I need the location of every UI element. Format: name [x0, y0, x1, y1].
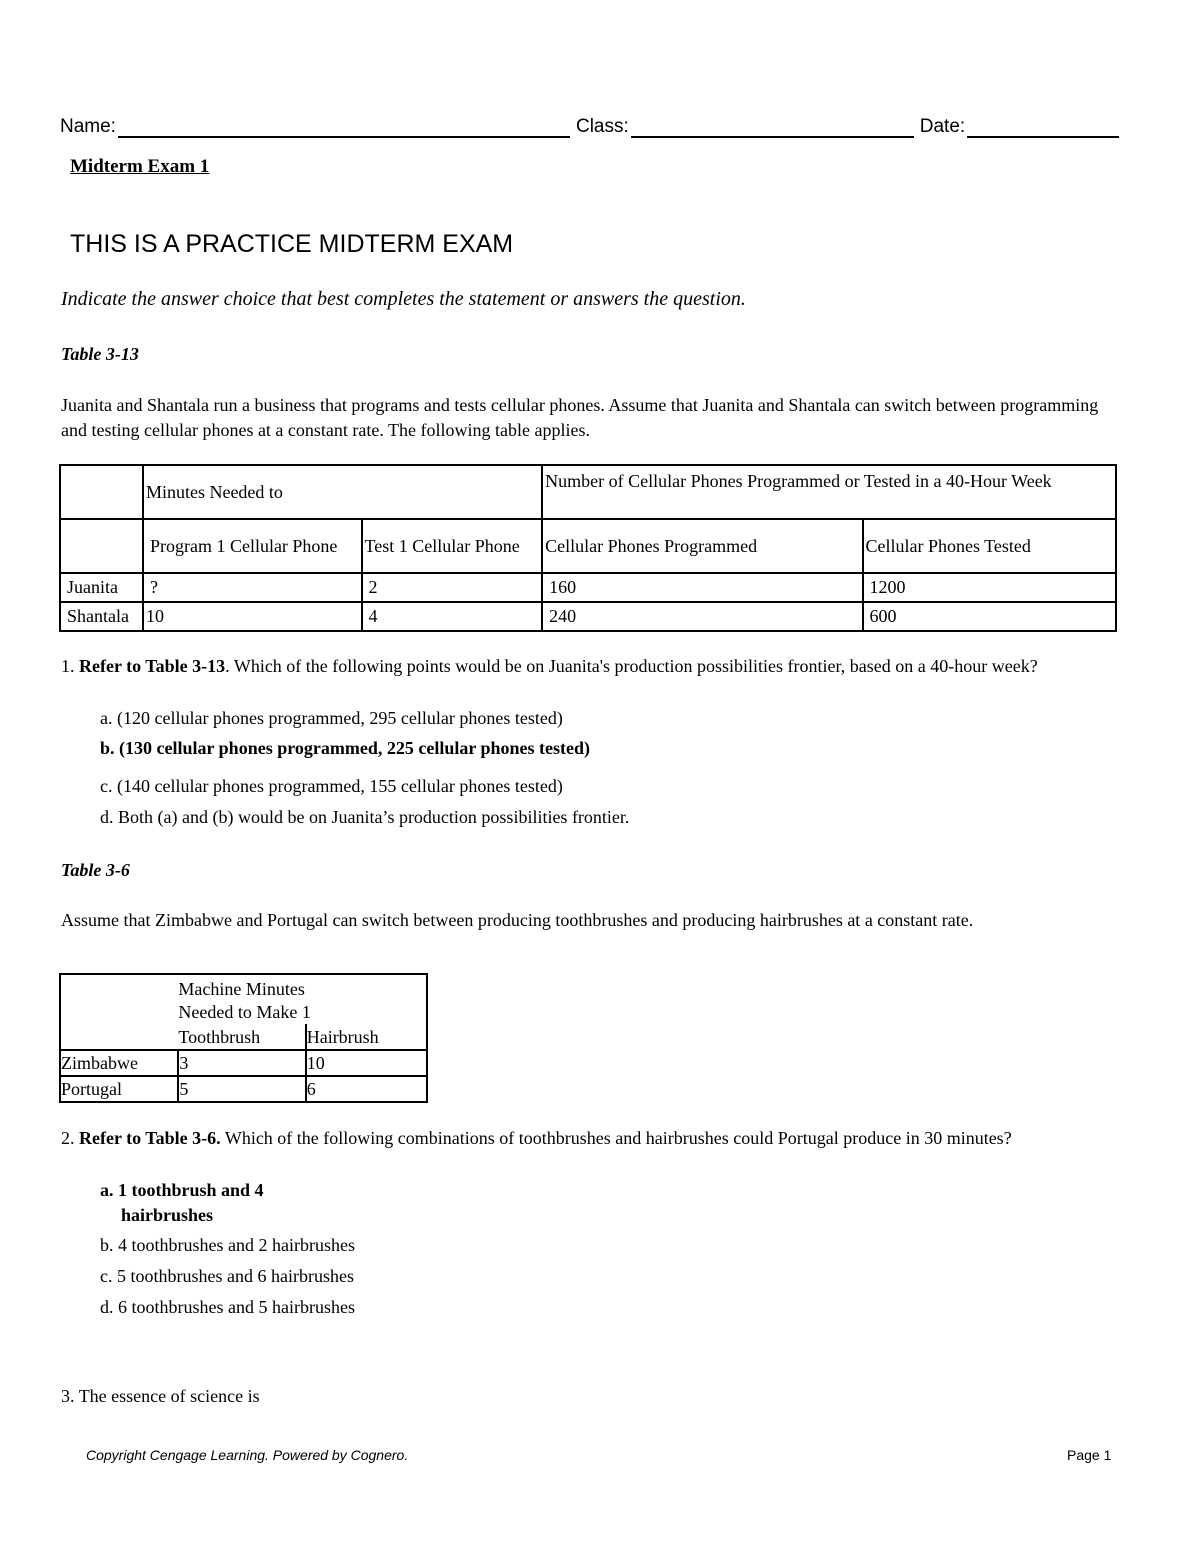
row-test: 4 [362, 602, 543, 631]
row-hairbrush: 6 [306, 1079, 316, 1099]
choice-text: (140 cellular phones programmed, 155 cellular phones tested) [117, 776, 563, 796]
class-field-line[interactable] [631, 116, 914, 138]
choice-2c[interactable] [100, 1264, 354, 1289]
row-tested: 600 [863, 602, 1116, 631]
row-programmed: 240 [542, 602, 862, 631]
table-cell-empty [60, 1024, 178, 1050]
choice-text: 1 toothbrush and 4 [118, 1180, 264, 1200]
table-3-13-title: Table 3-13 [61, 344, 139, 364]
row-toothbrush: 3 [178, 1050, 305, 1076]
choice-2a-correct[interactable] [100, 1178, 264, 1228]
choice-text-continued: hairbrushes [121, 1205, 214, 1225]
question-number: 3. [61, 1386, 75, 1406]
choice-label: a. [100, 1180, 114, 1200]
table-3-6-intro: Assume that Zimbabwe and Portugal can switch between producing toothbrushes and producing hairbrushes at a constant rate. [61, 910, 974, 930]
date-label: Date: [919, 116, 966, 137]
table-header-machine-minutes [178, 974, 427, 1024]
choice-label: d. [100, 1297, 114, 1317]
table-col-toothbrush: Toothbrush [178, 1024, 305, 1050]
row-name: Juanita [60, 573, 143, 602]
table-subheader-programmed: Cellular Phones Programmed [542, 519, 862, 573]
choice-label: b. [100, 738, 115, 758]
choice-2b[interactable] [100, 1233, 355, 1258]
table-cell-empty [60, 465, 143, 519]
table-row [60, 573, 1116, 602]
row-test: 2 [362, 573, 543, 602]
choice-2d[interactable] [100, 1295, 355, 1320]
choice-1c[interactable] [100, 774, 563, 799]
table-header-number: Number of Cellular Phones Programmed or Tested in a 40-Hour Week [542, 465, 1116, 519]
question-ref: Refer to Table 3-13 [79, 656, 226, 676]
choice-text: (130 cellular phones programmed, 225 cellular phones tested) [119, 738, 591, 758]
table-row [60, 1050, 427, 1076]
choice-label: c. [100, 1266, 113, 1286]
choice-label: c. [100, 776, 113, 796]
choice-text: 6 toothbrushes and 5 hairbrushes [118, 1297, 355, 1317]
row-program: ? [143, 573, 362, 602]
question-text: The essence of science is [78, 1386, 260, 1406]
name-label: Name: [60, 116, 116, 137]
question-ref: Refer to Table 3-6. [79, 1128, 221, 1148]
question-number: 2. [61, 1128, 75, 1148]
choice-1a[interactable] [100, 706, 563, 731]
choice-1b-correct[interactable] [100, 736, 590, 761]
row-toothbrush: 5 [178, 1076, 305, 1102]
class-label: Class: [575, 116, 629, 137]
exam-title: Midterm Exam 1 [70, 156, 210, 177]
name-field-line[interactable] [118, 116, 570, 138]
footer-copyright: Copyright Cengage Learning. Powered by Cognero. [86, 1447, 409, 1463]
row-name: Shantala [60, 602, 143, 631]
table-3-6 [59, 973, 428, 1103]
row-hairbrush: 10 [306, 1050, 427, 1076]
choice-label: b. [100, 1235, 114, 1255]
choice-label: d. [100, 807, 114, 827]
question-1 [61, 654, 1121, 679]
row-tested: 1200 [863, 573, 1116, 602]
choice-text: 5 toothbrushes and 6 hairbrushes [117, 1266, 354, 1286]
table-3-13 [59, 464, 1117, 632]
table-3-13-intro: Juanita and Shantala run a business that programs and tests cellular phones. Assume that Juanita and Shantala can switch between programming and testing cellular phones at a constant rate. The following table applies. [61, 395, 1099, 440]
row-program: 10 [143, 602, 362, 631]
instructions: Indicate the answer choice that best completes the statement or answers the question. [61, 288, 746, 310]
practice-notice: THIS IS A PRACTICE MIDTERM EXAM [70, 230, 514, 258]
choice-label: a. [100, 708, 113, 728]
table-cell-empty [60, 974, 178, 1024]
question-number: 1. [61, 656, 75, 676]
choice-text: (120 cellular phones programmed, 295 cellular phones tested) [117, 708, 563, 728]
table-row [60, 1076, 427, 1102]
table-col-hairbrush: Hairbrush [306, 1024, 427, 1050]
choice-text: 4 toothbrushes and 2 hairbrushes [118, 1235, 355, 1255]
header-line-1: Machine Minutes [178, 979, 305, 999]
header-line-2: Needed to Make 1 [178, 1002, 311, 1022]
question-text: . Which of the following points would be on Juanita's production possibilities frontier, based on a 40-hour week? [225, 656, 1038, 676]
question-3 [61, 1384, 260, 1409]
choice-text: Both (a) and (b) would be on Juanita’s production possibilities frontier. [118, 807, 630, 827]
row-name: Portugal [60, 1076, 178, 1102]
choice-1d[interactable] [100, 805, 629, 830]
question-text: Which of the following combinations of toothbrushes and hairbrushes could Portugal produce in 30 minutes? [220, 1128, 1012, 1148]
date-field-line[interactable] [967, 116, 1119, 138]
row-programmed: 160 [542, 573, 862, 602]
question-2 [61, 1126, 1121, 1151]
table-3-6-title: Table 3-6 [61, 860, 130, 880]
table-subheader-tested: Cellular Phones Tested [863, 519, 1116, 573]
student-info-header [60, 112, 1120, 138]
row-name: Zimbabwe [60, 1050, 178, 1076]
footer-page-number: Page 1 [1067, 1447, 1112, 1463]
table-header-minutes: Minutes Needed to [143, 465, 542, 519]
table-cell-empty [60, 519, 143, 573]
table-subheader-program: Program 1 Cellular Phone [143, 519, 362, 573]
table-subheader-test: Test 1 Cellular Phone [362, 519, 543, 573]
table-row [60, 602, 1116, 631]
